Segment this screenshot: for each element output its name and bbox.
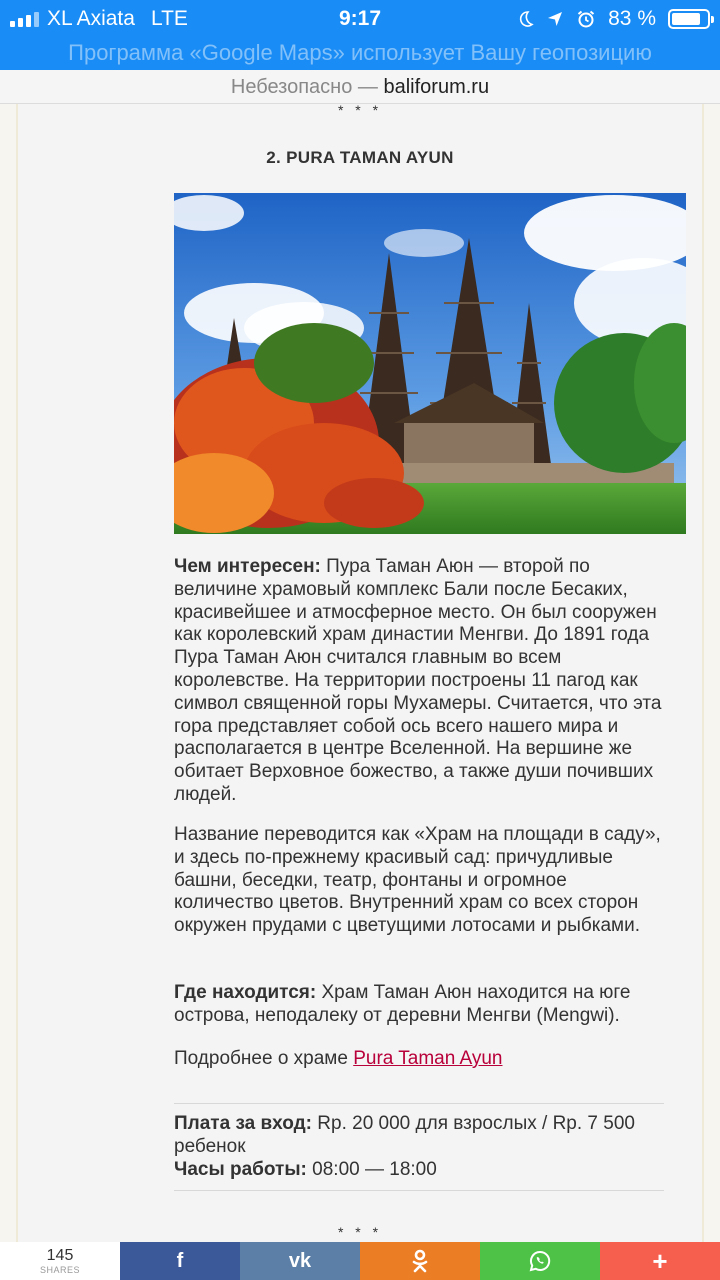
share-count-number: 145 [46,1246,74,1264]
paragraph-interesting [174,556,666,807]
article-content [16,104,704,1242]
text-hours: 08:00 — 18:00 [306,1159,437,1180]
share-count-label: SHARES [39,1264,80,1275]
carrier-name: XL Axiata [47,7,135,30]
more-share-button[interactable] [600,1242,720,1280]
info-fee [174,1113,666,1159]
divider-top [174,1103,664,1104]
facebook-share-button[interactable] [120,1242,240,1280]
battery-icon [668,9,710,29]
status-bar [0,0,720,38]
whatsapp-share-button[interactable] [480,1242,600,1280]
paragraph-more-info [174,1048,666,1071]
odnoklassniki-share-button[interactable] [360,1242,480,1280]
paragraph-location [174,982,666,1028]
section-separator-bottom: * * * [337,1224,383,1240]
plus-icon: + [652,1245,668,1276]
section-separator-top: * * * [337,102,383,118]
signal-strength-icon [10,11,39,27]
text-fee: Rp. 20 000 для взрослых / Rp. 7 500 ребенок [174,1113,635,1157]
url-bar[interactable] [0,70,720,104]
whatsapp-icon [529,1250,551,1272]
label-interesting: Чем интересен: [174,556,321,577]
label-location: Где находится: [174,982,317,1003]
temple-link[interactable]: Pura Taman Ayun [353,1048,503,1069]
alarm-clock-icon [576,9,596,29]
vk-share-button[interactable] [240,1242,360,1280]
text-interesting: Пура Таман Аюн — второй по величине храмовый комплекс Бали после Бесаких, красивейшее и атмосферное место. Он был сооружен как королевский храм династии Менгви. До 1891 года Пура Таман Аюн считался главным во всем королевстве. На территории построены 11 пагод как символ священной горы Мухамеры. Считается, что эта гора представляет собой ось всего нашего мира и располагается в центре Вселенной. На вершине же обитает Верховное божество, а также души почивших людей. [174,556,662,805]
url-domain: baliforum.ru [383,76,490,98]
share-count [0,1242,120,1280]
location-arrow-icon [546,10,564,28]
battery-percent: 83 % [608,7,656,30]
geolocation-banner[interactable]: Программа «Google Maps» использует Вашу геопозицию [0,38,720,70]
text-more-info: Подробнее о храме [174,1048,354,1069]
temple-photo [174,193,686,534]
security-warning: Небезопасно — [230,76,384,98]
facebook-icon: f [176,1249,184,1272]
network-type: LTE [150,7,188,30]
section-title: 2. PURA TAMAN AYUN [266,148,454,167]
info-hours [174,1159,666,1182]
label-fee: Плата за вход: [174,1113,313,1134]
divider-bottom [174,1190,664,1191]
paragraph-name-meaning [174,824,666,938]
text-location: Храм Таман Аюн находится на юге острова, неподалеку от деревни Менгви (Mengwi). [174,982,631,1026]
text-name-meaning: Название переводится как «Храм на площади в саду», и здесь по-прежнему красивый сад: причудливые башни, беседки, театр, фонтаны и огромное количество цветов. Внутренний храм со всех сторон окружен прудами с цветущими лотосами и рыбками. [174,824,661,937]
moon-icon [516,10,534,28]
share-bar [0,1242,720,1280]
vk-icon: vk [288,1249,312,1272]
label-hours: Часы работы: [174,1159,307,1180]
status-time: 9:17 [338,7,382,30]
odnoklassniki-icon [412,1249,428,1273]
